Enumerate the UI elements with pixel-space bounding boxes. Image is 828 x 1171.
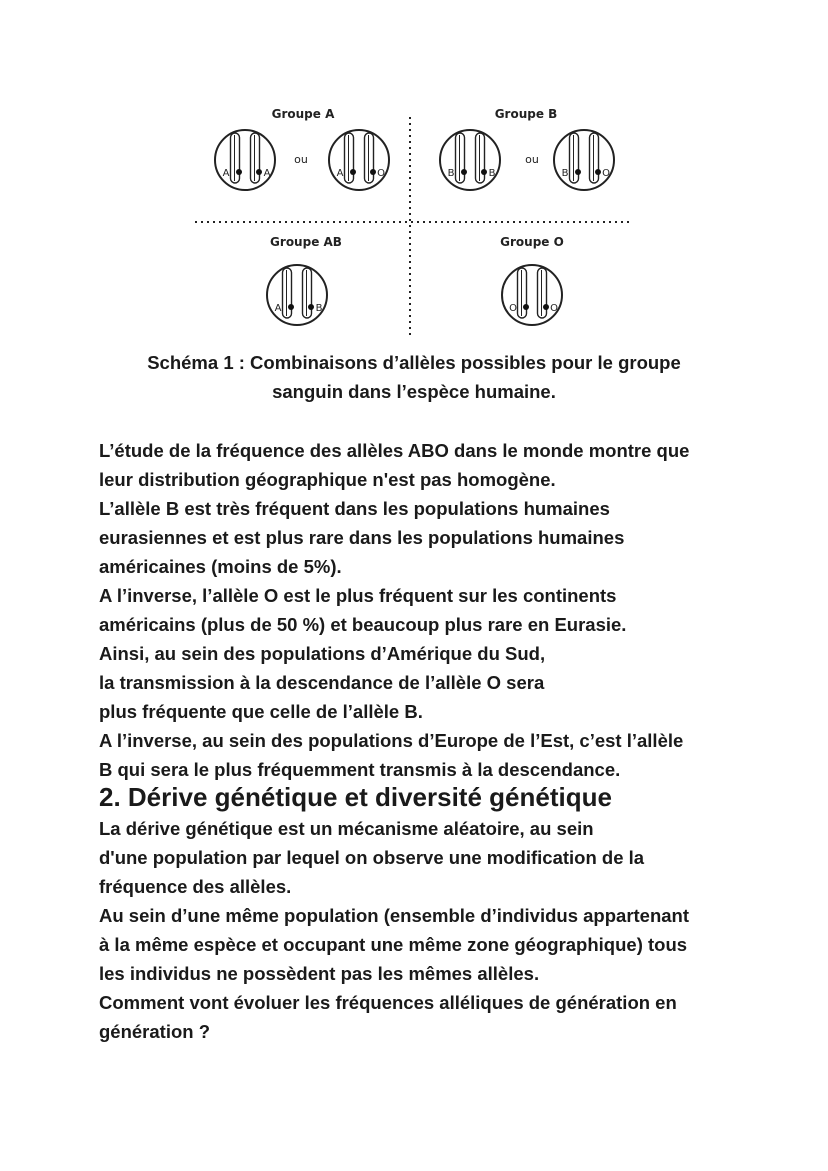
blood-group-o	[500, 235, 564, 325]
cell-circle	[215, 130, 275, 190]
group-label: Groupe B	[494, 107, 558, 121]
text-line: A l’inverse, au sein des populations d’Europe de l’Est, c’est l’allèle	[99, 730, 684, 751]
text-line: génération ?	[99, 1021, 211, 1042]
group-label: Groupe AB	[270, 235, 342, 249]
allele-label-left: B	[561, 168, 569, 179]
text-line: La dérive génétique est un mécanisme aléatoire, au sein	[99, 818, 594, 839]
text-line: à la même espèce et occupant une même zone géographique) tous	[99, 934, 688, 955]
text-line: leur distribution géographique n'est pas homogène.	[99, 469, 556, 490]
cell-circle	[440, 130, 500, 190]
allele-locus-right	[543, 304, 549, 310]
text-line: américaines (moins de 5%).	[99, 556, 342, 577]
text-line: plus fréquente que celle de l’allèle B.	[99, 701, 423, 722]
blood-group-b	[440, 107, 614, 190]
section-2-paragraph	[99, 814, 799, 1046]
allele-locus-left	[350, 169, 356, 175]
allele-label-left: A	[274, 303, 282, 314]
text-line: fréquence des allèles.	[99, 876, 292, 897]
allele-label-right: B	[488, 168, 496, 179]
allele-label-right: O	[602, 168, 610, 179]
text-line: les individus ne possèdent pas les mêmes allèles.	[99, 963, 540, 984]
allele-label-left: A	[222, 168, 230, 179]
allele-locus-left	[523, 304, 529, 310]
cell-circle	[502, 265, 562, 325]
allele-label-right: A	[263, 168, 271, 179]
allele-locus-right	[308, 304, 314, 310]
text-line: Ainsi, au sein des populations d’Amérique du Sud,	[99, 643, 546, 664]
text-line: Au sein d’une même population (ensemble d’individus appartenant	[99, 905, 690, 926]
allele-label-left: B	[447, 168, 455, 179]
allele-locus-left	[575, 169, 581, 175]
allele-label-left: A	[336, 168, 344, 179]
document-body	[99, 436, 799, 1046]
group-label: Groupe O	[500, 235, 564, 249]
allele-label-right: B	[315, 303, 323, 314]
allele-locus-right	[481, 169, 487, 175]
text-line: la transmission à la descendance de l’allèle O sera	[99, 672, 545, 693]
allele-locus-left	[461, 169, 467, 175]
cell-circle	[267, 265, 327, 325]
text-line: L’étude de la fréquence des allèles ABO dans le monde montre que	[99, 440, 690, 461]
cell-circle	[554, 130, 614, 190]
allele-label-right: O	[550, 303, 558, 314]
caption-line-1: Schéma 1 : Combinaisons d’allèles possibles pour le groupe	[147, 352, 681, 373]
or-separator: ou	[525, 153, 539, 166]
section-2-heading: 2. Dérive génétique et diversité génétique	[99, 782, 612, 812]
blood-group-ab	[267, 235, 342, 325]
allele-combinations-diagram	[0, 0, 828, 345]
allele-locus-right	[370, 169, 376, 175]
group-label: Groupe A	[271, 107, 335, 121]
allele-locus-left	[288, 304, 294, 310]
text-line: B qui sera le plus fréquemment transmis à la descendance.	[99, 759, 621, 780]
allele-label-right: O	[377, 168, 385, 179]
text-line: Comment vont évoluer les fréquences alléliques de génération en	[99, 992, 677, 1013]
section-1-paragraph	[99, 436, 799, 784]
text-line: A l’inverse, l’allèle O est le plus fréquent sur les continents	[99, 585, 617, 606]
or-separator: ou	[294, 153, 308, 166]
blood-group-a	[215, 107, 389, 190]
text-line: d'une population par lequel on observe une modification de la	[99, 847, 645, 868]
text-line: américains (plus de 50 %) et beaucoup plus rare en Eurasie.	[99, 614, 627, 635]
text-line: eurasiennes et est plus rare dans les populations humaines	[99, 527, 625, 548]
diagram-caption	[60, 348, 768, 406]
allele-locus-right	[595, 169, 601, 175]
text-line: L’allèle B est très fréquent dans les populations humaines	[99, 498, 610, 519]
cell-circle	[329, 130, 389, 190]
allele-locus-right	[256, 169, 262, 175]
allele-label-left: O	[509, 303, 517, 314]
allele-locus-left	[236, 169, 242, 175]
caption-line-2: sanguin dans l’espèce humaine.	[272, 381, 556, 402]
